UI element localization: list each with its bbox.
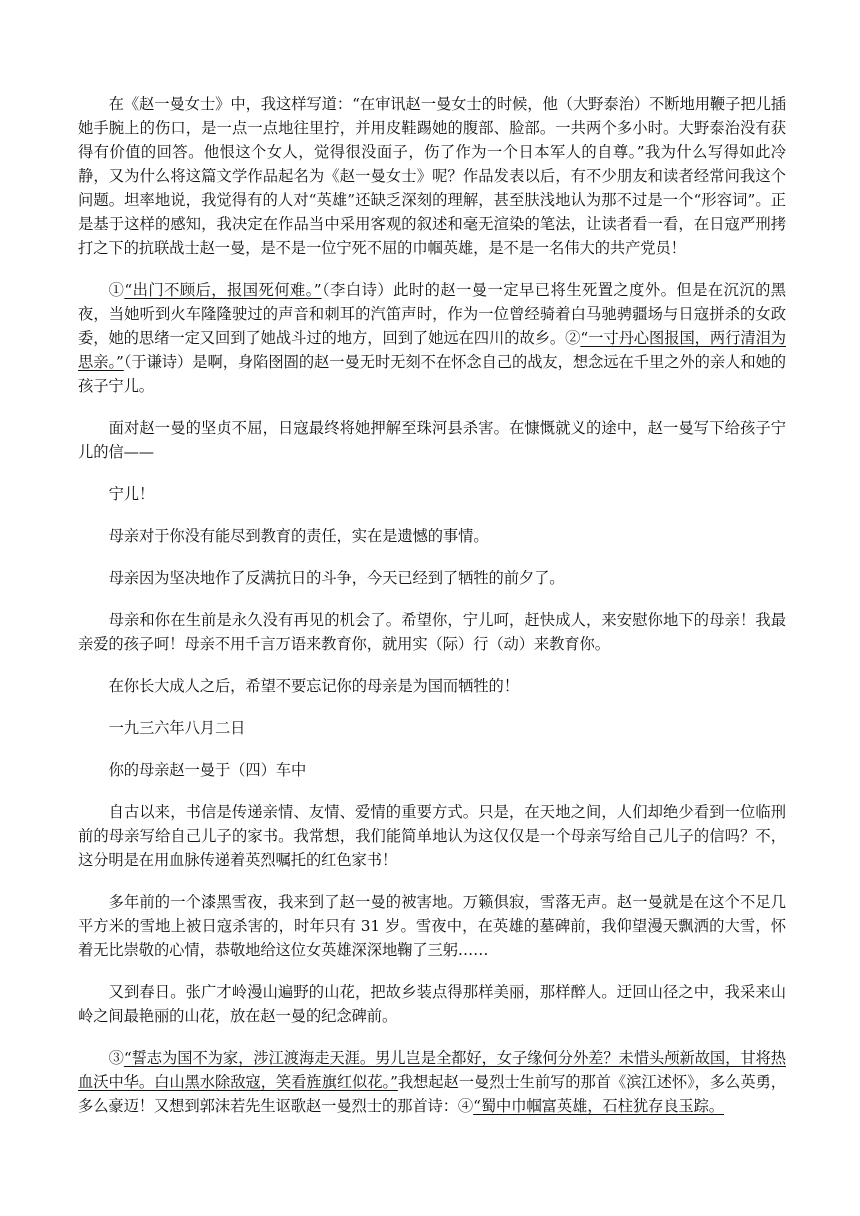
paragraph xyxy=(78,416,786,464)
paragraph-gap xyxy=(78,506,786,524)
text-run: 你的母亲赵一曼于（四）车中 xyxy=(108,761,307,779)
paragraph xyxy=(78,1046,786,1118)
paragraph xyxy=(78,278,786,398)
paragraph-gap xyxy=(78,782,786,800)
paragraph xyxy=(78,92,786,260)
paragraph xyxy=(78,716,786,740)
text-run: 宁儿！ xyxy=(108,485,155,503)
document-page xyxy=(78,92,786,1118)
underlined-quote: “蜀中巾帼富英雄，石柱犹存良玉踪。 xyxy=(473,1097,724,1115)
paragraph xyxy=(78,608,786,656)
underlined-quote: “誓志为国不为家，涉江渡海走天涯。男儿岂是全都好，女子缘何分外差？未惜头颅新故国，甘将热血沃中华。白山黑水除敌寇，笑看旌旗红似花。” xyxy=(78,1049,786,1091)
text-run: （李白诗）此时的赵一曼一定早已将生死置之度外。但是在沉沉的黑夜，当她听到火车隆隆驶过的声音和刺耳的汽笛声时，作为一位曾经骑着白马驰骋疆场与日寇拼杀的女政委，她的思绪一定又回到了她战斗过的地方，回到了她远在四川的故乡。② xyxy=(78,281,787,347)
underlined-quote: “一寸丹心图报国，两行清泪为思亲。” xyxy=(78,329,787,371)
text-run: 在《赵一曼女士》中，我这样写道：“在审讯赵一曼女士的时候，他（大野泰治）不断地用鞭子把儿插她手腕上的伤口，是一点一点地往里拧，并用皮鞋踢她的腹部、脸部。一共两个多小时。大野泰治没有获得有价值的回答。他恨这个女人，觉得很没面子，伤了作为一个日本军人的自尊。”我为什么写得如此冷静，又为什么将这篇文学作品起名为《赵一曼女士》呢？作品发表以后，有不少朋友和读者经常问我这个问题。坦率地说，我觉得有的人对“英雄”还缺乏深刻的理解，甚至肤浅地认为那不过是一个“形容词”。正是基于这样的感知，我决定在作品当中采用客观的叙述和毫无渲染的笔法，让读者看一看，在日寇严刑拷打之下的抗联战士赵一曼，是不是一位宁死不屈的巾帼英雄，是不是一名伟大的共产党员！ xyxy=(78,95,786,257)
paragraph-gap xyxy=(78,398,786,416)
paragraph-gap xyxy=(78,1028,786,1046)
paragraph-gap xyxy=(78,590,786,608)
paragraph-gap xyxy=(78,740,786,758)
paragraph-gap xyxy=(78,656,786,674)
paragraph-gap xyxy=(78,698,786,716)
paragraph xyxy=(78,800,786,872)
underlined-quote: “出门不顾后，报国死何难。” xyxy=(124,281,322,299)
text-run: 一九三六年八月二日 xyxy=(108,719,246,737)
text-run: 面对赵一曼的坚贞不屈，日寇最终将她押解至珠河县杀害。在慷慨就义的途中，赵一曼写下给孩子宁儿的信—— xyxy=(78,419,786,461)
text-run: 多年前的一个漆黑雪夜，我来到了赵一曼的被害地。万籁俱寂，雪落无声。赵一曼就是在这个不足几平方米的雪地上被日寇杀害的，时年只有 31 岁。雪夜中，在英雄的墓碑前，我仰望漫天飘洒的大雪，怀着无比崇敬的心情，恭敬地给这位女英雄深深地鞠了三躬…… xyxy=(78,893,786,959)
paragraph-gap xyxy=(78,872,786,890)
paragraph-gap xyxy=(78,464,786,482)
paragraph xyxy=(78,524,786,548)
text-run: 在你长大成人之后，希望不要忘记你的母亲是为国而牺牲的！ xyxy=(108,677,519,695)
paragraph xyxy=(78,674,786,698)
text-run: 母亲因为坚决地作了反满抗日的斗争，今天已经到了牺牲的前夕了。 xyxy=(108,569,565,587)
paragraph-gap xyxy=(78,548,786,566)
paragraph xyxy=(78,890,786,962)
text-run: 又到春日。张广才岭漫山遍野的山花，把故乡装点得那样美丽，那样醉人。迂回山径之中，我采来山岭之间最艳丽的山花，放在赵一曼的纪念碑前。 xyxy=(78,983,786,1025)
text-run: 我想起赵一曼烈士生前写的那首《滨江述怀》，多么英勇，多么豪迈！又想到郭沫若先生讴歌赵一曼烈士的那首诗：④ xyxy=(78,1073,786,1115)
text-run: 母亲对于你没有能尽到教育的责任，实在是遗憾的事情。 xyxy=(108,527,489,545)
paragraph xyxy=(78,566,786,590)
text-run: 母亲和你在生前是永久没有再见的机会了。希望你，宁儿呵，赶快成人，来安慰你地下的母亲！我最亲爱的孩子呵！母亲不用千言万语来教育你，就用实（际）行（动）来教育你。 xyxy=(78,611,786,653)
paragraph-gap xyxy=(78,962,786,980)
text-run: ① xyxy=(108,281,125,299)
paragraph xyxy=(78,758,786,782)
text-run: ③ xyxy=(108,1049,124,1067)
text-run: （于谦诗）是啊，身陷囹圄的赵一曼无时无刻不在怀念自己的战友，想念远在千里之外的亲人和她的孩子宁儿。 xyxy=(78,353,786,395)
paragraph xyxy=(78,482,786,506)
paragraph xyxy=(78,980,786,1028)
paragraph-gap xyxy=(78,260,786,278)
text-run: 自古以来，书信是传递亲情、友情、爱情的重要方式。只是，在天地之间，人们却绝少看到一位临刑前的母亲写给自己儿子的家书。我常想，我们能简单地认为这仅仅是一个母亲写给自己儿子的信吗？不，这分明是在用血脉传递着英烈嘱托的红色家书！ xyxy=(78,803,786,869)
